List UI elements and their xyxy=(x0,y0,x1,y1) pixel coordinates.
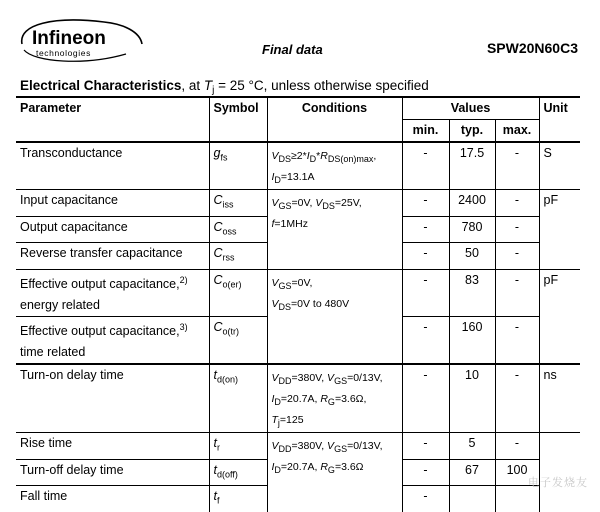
document-status-label: Final data xyxy=(262,42,323,57)
max-cell: - xyxy=(495,316,539,364)
header-values: Values xyxy=(402,97,539,120)
electrical-characteristics-table xyxy=(16,96,580,512)
min-cell: - xyxy=(402,486,449,512)
min-cell: - xyxy=(402,459,449,486)
param-label-line2: energy related xyxy=(20,297,100,312)
header-symbol: Symbol xyxy=(209,97,267,142)
param-cell: Rise time xyxy=(16,433,209,460)
condition-variable: T xyxy=(203,78,213,93)
typ-cell xyxy=(449,486,495,512)
param-label: Effective output capacitance, xyxy=(20,324,180,338)
param-cell xyxy=(16,142,209,190)
typ-cell: 10 xyxy=(449,364,495,433)
min-cell: - xyxy=(402,243,449,270)
param-cell: Turn-on delay time xyxy=(16,364,209,433)
min-cell: - xyxy=(402,269,449,316)
max-cell: - xyxy=(495,433,539,460)
symbol-main: t xyxy=(213,436,217,451)
table-header-row xyxy=(16,97,580,120)
symbol-cell xyxy=(209,243,267,270)
symbol-sub: fs xyxy=(220,152,228,163)
watermark: 电子发烧友 xyxy=(528,477,588,489)
symbol-cell xyxy=(209,142,267,190)
unit-cell: ns xyxy=(539,364,580,433)
max-cell: - xyxy=(495,142,539,190)
unit-cell xyxy=(539,433,580,512)
header-min: min. xyxy=(402,120,449,143)
symbol-cell xyxy=(209,190,267,217)
symbol-main: g xyxy=(213,146,221,160)
condition-prefix: , at xyxy=(181,78,204,93)
conditions-cell: $V_{GS}=0V$, $V_{DS}=25V$, f=1MHz xyxy=(267,190,402,270)
page-header xyxy=(0,0,600,70)
typ-cell: 2400 xyxy=(449,190,495,217)
symbol-cell xyxy=(209,459,267,486)
typ-cell: 50 xyxy=(449,243,495,270)
typ-cell: 780 xyxy=(449,216,495,243)
condition-subscript: j xyxy=(212,85,215,96)
param-cell: Input capacitance xyxy=(16,190,209,217)
condition-suffix: = 25 °C, unless otherwise specified xyxy=(214,78,429,93)
symbol-main: C xyxy=(213,193,223,208)
param-cell: Turn-off delay time xyxy=(16,459,209,486)
symbol-sub: d(on) xyxy=(216,374,238,385)
min-cell: - xyxy=(402,433,449,460)
param-cell: Fall time xyxy=(16,486,209,512)
unit-cell: S xyxy=(539,142,580,190)
symbol-main: C xyxy=(213,246,223,261)
min-cell: - xyxy=(402,216,449,243)
unit-cell: pF xyxy=(539,269,580,364)
typ-cell: 83 xyxy=(449,269,495,316)
param-label: Effective output capacitance, xyxy=(20,276,180,291)
max-cell: - xyxy=(495,269,539,316)
svg-text:technologies: technologies xyxy=(36,48,91,58)
conditions-cell: $V_{DS}\ge 2*I_D*R_{DS(on)max}$, $I_D=13.1A$ xyxy=(267,142,402,190)
symbol-main: t xyxy=(213,462,217,477)
max-cell: - xyxy=(495,190,539,217)
typ-cell: 5 xyxy=(449,433,495,460)
unit-cell: pF xyxy=(539,190,580,270)
symbol-sub: o(er) xyxy=(222,279,242,290)
section-heading xyxy=(20,78,429,96)
min-cell: - xyxy=(402,190,449,217)
symbol-sub: o(tr) xyxy=(222,326,240,337)
table-row xyxy=(16,142,580,190)
symbol-main: t xyxy=(213,368,217,382)
symbol-cell xyxy=(209,433,267,460)
table-row xyxy=(16,364,580,433)
max-cell: 100 xyxy=(495,459,539,486)
header-parameter: Parameter xyxy=(16,97,209,142)
symbol-cell xyxy=(209,486,267,512)
table-row xyxy=(16,433,580,460)
param-label-line2: time related xyxy=(20,345,86,359)
symbol-sub: d(off) xyxy=(216,469,238,480)
table-row xyxy=(16,269,580,316)
section-title: Electrical Characteristics xyxy=(20,78,182,93)
param-cell: Output capacitance xyxy=(16,216,209,243)
infineon-logo xyxy=(14,14,146,66)
conditions-cell: $V_{DD}=380V$, $V_{GS}=0/13V$, $I_D=20.7A$, $R_G=3.6\Omega$, $T_j=125$ xyxy=(267,364,402,433)
header-conditions: Conditions xyxy=(267,97,402,142)
min-cell: - xyxy=(402,316,449,364)
max-cell: - xyxy=(495,243,539,270)
header-max: max. xyxy=(495,120,539,143)
symbol-main: C xyxy=(213,219,223,234)
symbol-main: t xyxy=(213,489,217,504)
part-number: SPW20N60C3 xyxy=(486,40,578,56)
conditions-cell: $V_{GS}=0V$, $V_{DS}=0V$ to 480V xyxy=(267,269,402,364)
symbol-main: C xyxy=(213,272,223,287)
symbol-sub: f xyxy=(216,495,220,506)
typ-cell: 17.5 xyxy=(449,142,495,190)
symbol-cell xyxy=(209,216,267,243)
max-cell: - xyxy=(495,216,539,243)
symbol-sub: oss xyxy=(222,226,237,237)
param-cell xyxy=(16,269,209,316)
param-cell xyxy=(16,316,209,364)
symbol-cell xyxy=(209,269,267,316)
max-cell: - xyxy=(495,364,539,433)
symbol-sub: iss xyxy=(222,199,234,210)
footnote-ref: 3) xyxy=(179,321,188,332)
footnote-ref: 2) xyxy=(179,274,188,285)
symbol-main: C xyxy=(213,319,223,334)
symbol-cell xyxy=(209,316,267,364)
min-cell: - xyxy=(402,142,449,190)
param-label: Transconductance xyxy=(20,146,123,160)
header-unit: Unit xyxy=(539,97,580,142)
param-cell: Reverse transfer capacitance xyxy=(16,243,209,270)
typ-cell: 160 xyxy=(449,316,495,364)
symbol-sub: rss xyxy=(222,252,235,263)
conditions-cell: $V_{DD}=380V$, $V_{GS}=0/13V$, $I_D=20.7A$, $R_G=3.6\Omega$ xyxy=(267,433,402,512)
symbol-sub: r xyxy=(216,442,220,453)
header-typ: typ. xyxy=(449,120,495,143)
typ-cell: 67 xyxy=(449,459,495,486)
table-row xyxy=(16,190,580,217)
symbol-cell xyxy=(209,364,267,433)
min-cell: - xyxy=(402,364,449,433)
svg-text:Infineon: Infineon xyxy=(32,28,106,49)
